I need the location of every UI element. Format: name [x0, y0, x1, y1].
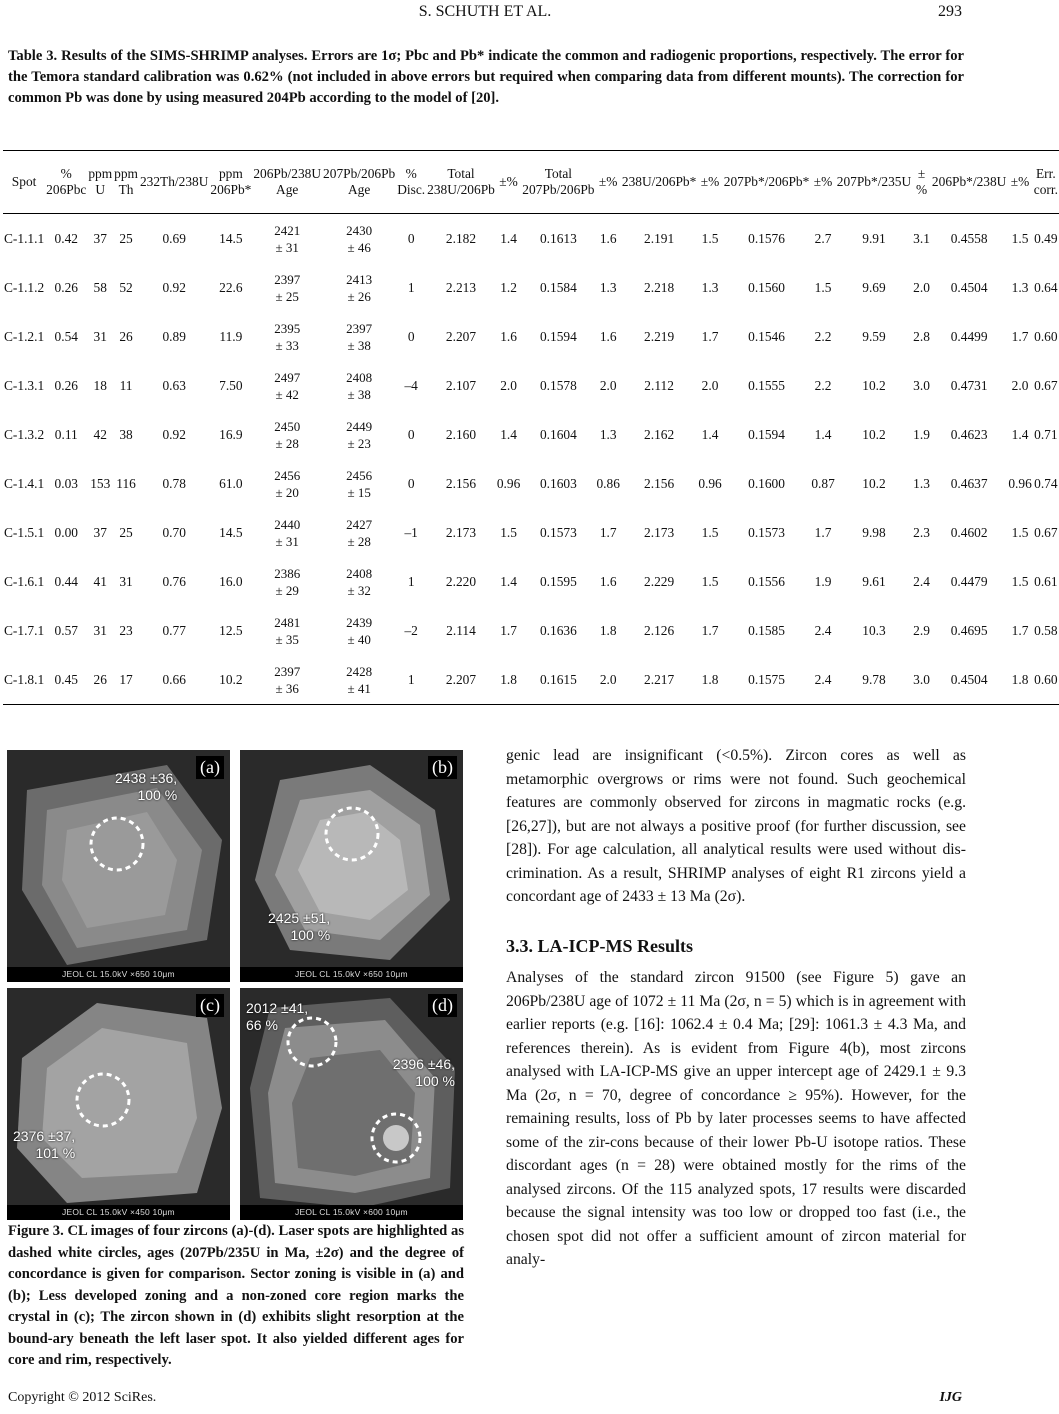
table-cell: 0.4504 [950, 279, 988, 295]
table-cell: 2421 ± 31 [274, 222, 301, 255]
col-header: 206Pb/238U Age [252, 151, 322, 214]
table-cell: 1.6 [599, 328, 617, 344]
table-cell: 0.1636 [539, 622, 577, 638]
table-cell: 61.0 [219, 475, 243, 491]
table-cell: 58 [93, 279, 107, 295]
panel-label: (d) [428, 994, 457, 1017]
table-cell: C-1.7.1 [4, 622, 45, 638]
col-header: Total 238U/206Pb [426, 151, 496, 214]
table-cell: 2.0 [595, 655, 620, 705]
table-cell: 0.69 [162, 230, 186, 246]
table-cell: –2 [404, 622, 418, 638]
table-cell: 10.2 [209, 655, 252, 705]
table-cell: 0.1556 [748, 573, 785, 589]
zircon-c-drawing [7, 988, 230, 1220]
table-cell: 9.91 [862, 230, 886, 246]
scale-bar: JEOL CL 15.0kV ×650 10μm [7, 967, 230, 982]
cl-image-c [7, 988, 230, 1220]
table-cell: 41 [93, 573, 107, 589]
journal-abbrev: IJG [939, 1390, 962, 1405]
table-cell: 23 [119, 622, 133, 638]
table-cell: C-1.4.1 [4, 475, 45, 491]
table-cell: 2413 ± 26 [346, 271, 373, 304]
age-annotation-core: 2396 ±46, 100 % [392, 1056, 455, 1089]
table-cell: 0.1595 [539, 573, 577, 589]
table-cell: 26 [119, 328, 133, 344]
table-cell: 1.2 [500, 279, 517, 295]
col-header: ±% [1007, 151, 1032, 214]
table-cell: 1.6 [599, 573, 617, 589]
table-cell: 1.9 [814, 573, 832, 589]
col-header: % Disc. [396, 151, 426, 214]
table-cell: 3.0 [913, 377, 930, 393]
col-header: ppm Th [113, 151, 139, 214]
col-header: % 206Pbc [45, 151, 87, 214]
table-cell: –1 [404, 524, 418, 540]
table-cell: 1.4 [701, 426, 719, 442]
scale-bar: JEOL CL 15.0kV ×450 10μm [7, 1205, 230, 1220]
table-row [3, 263, 1059, 312]
table-cell: 25 [119, 524, 133, 540]
results-table [3, 150, 1059, 705]
col-header: Total 207Pb/206Pb [521, 151, 595, 214]
table-cell: 0.60 [1033, 655, 1059, 705]
table-cell: C-1.5.1 [4, 524, 45, 540]
table-cell: 25 [119, 230, 133, 246]
table-cell: 0.1604 [539, 426, 577, 442]
table-cell: 2.112 [644, 377, 674, 393]
table-cell: 0.92 [162, 426, 186, 442]
section-heading: 3.3. LA-ICP-MS Results [506, 935, 693, 956]
table-cell: 2427 ± 28 [346, 516, 373, 549]
scale-bar: JEOL CL 15.0kV ×600 10μm [240, 1205, 463, 1220]
table-cell: 2.107 [445, 377, 477, 393]
table-cell: 37 [93, 524, 107, 540]
table-cell: 9.98 [862, 524, 886, 540]
table-cell: 2397 ± 25 [274, 271, 301, 304]
scale-bar: JEOL CL 15.0kV ×650 10μm [240, 967, 463, 982]
col-header: ppm 206Pb* [209, 151, 252, 214]
table-cell: 2.218 [644, 279, 675, 295]
table-cell: 10.2 [862, 475, 886, 491]
running-head: S. SCHUTH ET AL. [418, 3, 552, 20]
table-cell: 2.220 [445, 573, 477, 589]
table-cell: 2.8 [913, 328, 930, 344]
table-cell: 0.4479 [950, 573, 988, 589]
table-cell: 1 [407, 573, 415, 589]
table-cell: 52 [119, 279, 133, 295]
table-cell: 2.191 [644, 230, 675, 246]
cl-image-d [240, 988, 463, 1220]
table-cell: 2.217 [621, 655, 697, 705]
table-cell: 2.229 [644, 573, 675, 589]
table-cell: 1.7 [701, 328, 719, 344]
table-cell: 0.67 [1034, 377, 1058, 393]
table-cell: 0.4695 [950, 622, 988, 638]
table-cell: 0 [407, 230, 415, 246]
table-cell: 2.0 [913, 279, 930, 295]
table-cell: 0.96 [496, 475, 521, 491]
table-cell: 2439 ± 40 [346, 614, 373, 647]
table-cell: 2450 ± 28 [274, 418, 301, 451]
table-cell: 2.0 [500, 377, 517, 393]
table-cell: 2.207 [426, 655, 496, 705]
table-cell: 9.69 [862, 279, 886, 295]
table-cell: 9.61 [862, 573, 886, 589]
table-cell: 1.3 [913, 475, 930, 491]
col-header: Spot [3, 151, 45, 214]
table-cell: 16.0 [219, 573, 243, 589]
table-cell: 2.114 [446, 622, 476, 638]
table-cell: C-1.3.2 [4, 426, 45, 442]
col-header: ±% [912, 151, 931, 214]
table-cell: 0.87 [811, 475, 835, 491]
table-row [3, 214, 1059, 264]
table-cell: 17 [113, 655, 139, 705]
table-cell: 153 [90, 475, 111, 491]
table-cell: 11.9 [219, 328, 243, 344]
table-cell: 11 [119, 377, 133, 393]
table-cell: 2.2 [814, 377, 832, 393]
table-cell: 0.96 [698, 475, 722, 491]
col-header: 232Th/238U [139, 151, 209, 214]
table-cell: 0.1600 [748, 475, 785, 491]
table-cell: 2408 ± 32 [346, 565, 373, 598]
table-cell: 2395 ± 33 [274, 320, 301, 353]
table-cell: 1.4 [814, 426, 832, 442]
table-cell: 1.7 [1011, 622, 1029, 638]
table-cell: C-1.6.1 [4, 573, 45, 589]
table-cell: 2.126 [644, 622, 675, 638]
table-cell: 2.9 [913, 622, 930, 638]
table-cell: 2397 ± 36 [252, 655, 322, 705]
table-cell: 1.4 [500, 230, 517, 246]
table-cell: 1.7 [1011, 328, 1029, 344]
table-cell: 0.49 [1034, 230, 1058, 246]
age-annotation: 2438 ±36, 100 % [115, 770, 178, 803]
table-cell: 2.4 [814, 622, 832, 638]
age-annotation-rim: 2012 ±41, 66 % [246, 1000, 309, 1033]
table-cell: 0.89 [162, 328, 186, 344]
table-cell: 0.26 [54, 279, 78, 295]
table-cell: 2.182 [445, 230, 477, 246]
table-cell: 2.4 [810, 655, 835, 705]
table-cell: 1.8 [496, 655, 521, 705]
paragraph: Analyses of the standard zircon 91500 (see Figure 5) gave an 206Pb/238U age of 1072 ± 11 Ma (2σ, n = 5) which is in agreement with earlier reports (e.g. [16]: 1062.4 ± 0.4 Ma; [29]: 1061.3 ± 4.3 Ma, and references therein). As is evident from Figure 4(b), most zircons analysed with LA-ICP-MS give an upper intercept age of 2429.1 ± 9.3 Ma (2σ, n = 70, degree of concordance ≥ 95%). However, for the remaining results, loss of Pb by later processes seems to have affected some of the zir-cons because of their lower Pb-U isotope ratios. These discordant ages (n = 28) were obtained mostly for the rims of the analysed zircons. Of the 115 analyzed spots, 17 results were discarded because the signal intensity was too low or dropped too fast (i.e., the chosen spot did not offer a sufficient amount of zircon material for analy- [506, 969, 966, 1268]
table-cell: 0.1575 [723, 655, 811, 705]
col-header: Err. corr. [1033, 151, 1059, 214]
table-cell: 1.4 [1011, 426, 1029, 442]
table-cell: 0.4623 [950, 426, 988, 442]
table-row [3, 361, 1059, 410]
table-cell: 2456 ± 15 [346, 467, 373, 500]
table-cell: 1.7 [599, 524, 617, 540]
table-cell: 1.5 [814, 279, 832, 295]
table-row [3, 655, 1059, 705]
table-cell: C-1.8.1 [3, 655, 45, 705]
table-cell: 42 [93, 426, 107, 442]
page-number: 293 [938, 3, 962, 20]
table-cell: 0.11 [54, 426, 78, 442]
table-cell: 2428 ± 41 [322, 655, 396, 705]
table-cell: 3.1 [913, 230, 930, 246]
table-row [3, 410, 1059, 459]
table-cell: 0.58 [1034, 622, 1058, 638]
table-cell: 0.4558 [950, 230, 988, 246]
col-header: 207Pb/206Pb Age [322, 151, 396, 214]
table-cell: 0.78 [162, 475, 186, 491]
cl-image-b [240, 750, 463, 982]
table-cell: 31 [93, 622, 107, 638]
table-cell: C-1.3.1 [4, 377, 45, 393]
table-cell: 2.3 [913, 524, 930, 540]
table-cell: 3.0 [912, 655, 931, 705]
table-cell: 31 [119, 573, 133, 589]
table-cell: 1.5 [500, 524, 517, 540]
table-cell: 14.5 [219, 524, 243, 540]
figure-3 [7, 750, 457, 1220]
figure-caption: Figure 3. CL images of four zircons (a)-(d). Laser spots are highlighted as dashed white circles, ages (207Pb/235U in Ma, ±2σ) and the degree of concordance is given for comparison. Sector zoning is visible in (a) and (b); Less developed zoning and a non-zoned core region marks the crystal in (c); The zircon shown in (d) exhibits slight resorption at the bound-ary beneath the left laser spot. It also yielded different ages for core and rim, respectively. [8, 1223, 464, 1368]
table-cell: 0.26 [54, 377, 78, 393]
table-cell: 1.5 [1011, 230, 1029, 246]
table-row [3, 606, 1059, 655]
table-cell: 9.78 [836, 655, 912, 705]
col-header: ±% [697, 151, 722, 214]
table-cell: 2.173 [644, 524, 675, 540]
table-cell: 38 [119, 426, 133, 442]
col-header: ppm U [87, 151, 113, 214]
page-header [0, 0, 970, 24]
table-cell: 1.4 [500, 573, 517, 589]
table-cell: 1.3 [599, 279, 617, 295]
table-cell: 10.2 [862, 377, 886, 393]
table-cell: 0.86 [596, 475, 620, 491]
table-cell: 0.70 [162, 524, 186, 540]
table-cell: 37 [93, 230, 107, 246]
table-cell: 10.2 [862, 426, 886, 442]
table-cell: 0.57 [54, 622, 78, 638]
table-cell: 2.207 [445, 328, 477, 344]
panel-label: (a) [196, 756, 224, 779]
age-annotation: 2376 ±37, 101 % [13, 1128, 76, 1161]
table-cell: 0.1546 [748, 328, 785, 344]
table-cell: 1.9 [913, 426, 930, 442]
table-cell: 0.77 [162, 622, 186, 638]
table-cell: 2430 ± 46 [346, 222, 373, 255]
table-cell: 2481 ± 35 [274, 614, 301, 647]
table-cell: 0.1594 [748, 426, 785, 442]
table-cell: 12.5 [219, 622, 243, 638]
table-cell: 0.00 [54, 524, 78, 540]
table-cell: 0.74 [1034, 475, 1058, 491]
table-cell: 1 [396, 655, 426, 705]
table-cell: 0.63 [162, 377, 186, 393]
table-cell: 0.67 [1034, 524, 1058, 540]
table-cell: 1.8 [1007, 655, 1032, 705]
table-cell: 0.03 [54, 475, 78, 491]
table-cell: 2.173 [445, 524, 477, 540]
table-body [3, 214, 1059, 705]
table-cell: 1.3 [701, 279, 719, 295]
paragraph: genic lead are insignificant (<0.5%). Zircon cores as well as metamorphic overgrows or rims were not found. Such geochemical features are commonly observed for zircons in magmatic rocks (e.g. [26,27]), but are not always a positive proof (for further discussion, see [28]). For age calculation, all analytical results were used without dis-crimination. As a result, SHRIMP analyses of eight R1 zircons yield a concordant age of 2433 ± 13 Ma (2σ). [506, 747, 966, 905]
table-cell: 0.4602 [950, 524, 988, 540]
table-cell: 2.0 [599, 377, 617, 393]
table-cell: 0.42 [54, 230, 78, 246]
table-cell: 0.76 [162, 573, 186, 589]
table-cell: 2.219 [644, 328, 675, 344]
table-cell: 0.96 [1008, 475, 1032, 491]
right-column [506, 744, 966, 1272]
table-cell: 0.1576 [748, 230, 785, 246]
table-cell: 1.3 [1011, 279, 1029, 295]
table-cell: 0.4731 [950, 377, 988, 393]
table-cell: 0.71 [1034, 426, 1058, 442]
table-cell: 0.1594 [539, 328, 577, 344]
table-cell: 0.4499 [950, 328, 988, 344]
panel-label: (b) [428, 756, 457, 779]
table-cell: 0.1585 [748, 622, 785, 638]
table-cell: 2.4 [913, 573, 930, 589]
table-row [3, 459, 1059, 508]
table-cell: 18 [93, 377, 107, 393]
table-cell: 0.1560 [748, 279, 785, 295]
col-header: 207Pb*/235U [836, 151, 912, 214]
table-row [3, 508, 1059, 557]
table-cell: 2497 ± 42 [274, 369, 301, 402]
age-annotation: 2425 ±51, 100 % [268, 910, 331, 943]
table-row [3, 312, 1059, 361]
table-cell: 0.54 [54, 328, 78, 344]
table-cell: 2.213 [445, 279, 477, 295]
table-cell: C-1.1.2 [4, 279, 45, 295]
table-cell: 0.92 [162, 279, 186, 295]
table-cell: 1.6 [599, 230, 617, 246]
table-cell: 7.50 [219, 377, 243, 393]
cl-image-a [7, 750, 230, 982]
table-cell: 2.156 [644, 475, 675, 491]
table-cell: 2.0 [701, 377, 719, 393]
table-cell: 1.5 [701, 230, 719, 246]
table-cell: 1.7 [814, 524, 832, 540]
table-cell: 1.5 [701, 524, 719, 540]
table-cell: 0.1555 [748, 377, 785, 393]
table-cell: 0.1573 [748, 524, 785, 540]
table-cell: 0.66 [139, 655, 209, 705]
table-cell: 26 [87, 655, 113, 705]
table-cell: 2449 ± 23 [346, 418, 373, 451]
table-header-row [3, 151, 1059, 214]
table-cell: 0.1613 [539, 230, 577, 246]
table-cell: 0.45 [45, 655, 87, 705]
copyright: Copyright © 2012 SciRes. [8, 1390, 157, 1405]
table-cell: 1.8 [599, 622, 617, 638]
table-row [3, 557, 1059, 606]
table-cell: 2456 ± 20 [274, 467, 301, 500]
table-cell: 0.1584 [539, 279, 577, 295]
col-header: 238U/206Pb* [621, 151, 697, 214]
table-cell: 22.6 [219, 279, 243, 295]
table-cell: 1.8 [697, 655, 722, 705]
table-cell: 0.44 [54, 573, 78, 589]
table-cell: 2.0 [1011, 377, 1029, 393]
table-cell: 2.162 [644, 426, 675, 442]
col-header: 207Pb*/206Pb* [723, 151, 811, 214]
table-cell: 0.4504 [931, 655, 1007, 705]
col-header: ±% [810, 151, 835, 214]
table-cell: 0.1615 [521, 655, 595, 705]
table-cell: 10.3 [862, 622, 886, 638]
col-header: 206Pb*/238U [931, 151, 1007, 214]
col-header: ±% [496, 151, 521, 214]
table-cell: –4 [404, 377, 418, 393]
table-cell: 0 [407, 328, 415, 344]
table-cell: 2.7 [814, 230, 832, 246]
table-cell: 9.59 [862, 328, 886, 344]
table-cell: 2.156 [445, 475, 477, 491]
table-cell: 0.1573 [539, 524, 577, 540]
table-cell: 0.64 [1034, 279, 1058, 295]
table-cell: 1.5 [1011, 573, 1029, 589]
table-cell: 2408 ± 38 [346, 369, 373, 402]
table-cell: 2440 ± 31 [274, 516, 301, 549]
table-cell: 2397 ± 38 [346, 320, 373, 353]
table-cell: 1.7 [701, 622, 719, 638]
table-cell: 0.1578 [539, 377, 577, 393]
table-cell: 31 [93, 328, 107, 344]
table-cell: 1.3 [599, 426, 617, 442]
table-cell: 0 [407, 426, 415, 442]
table-cell: 16.9 [219, 426, 243, 442]
table-cell: 0 [407, 475, 415, 491]
table-cell: C-1.1.1 [4, 230, 45, 246]
table-cell: 2386 ± 29 [274, 565, 301, 598]
table-cell: C-1.2.1 [4, 328, 45, 344]
table-cell: 0.60 [1034, 328, 1058, 344]
table-cell: 2.2 [814, 328, 832, 344]
table-cell: 1.6 [500, 328, 517, 344]
table-cell: 1.7 [500, 622, 517, 638]
panel-label: (c) [196, 994, 224, 1017]
table-cell: 116 [116, 475, 136, 491]
table-cell: 1 [407, 279, 415, 295]
table-caption: Table 3. Results of the SIMS-SHRIMP analyses. Errors are 1σ; Pbc and Pb* indicate the common and radiogenic proportions, respectively. The error for the Temora standard calibration was 0.62% (not included in above errors but required when comparing data from different mounts). The correction for common Pb was done by using measured 204Pb according to the model of [20]. [8, 48, 964, 106]
table-cell: 1.5 [701, 573, 719, 589]
col-header: ±% [595, 151, 620, 214]
table-cell: 0.61 [1034, 573, 1058, 589]
table-cell: 14.5 [219, 230, 243, 246]
zircon-b-drawing [240, 750, 463, 982]
table-cell: 0.1603 [539, 475, 577, 491]
table-cell: 1.5 [1011, 524, 1029, 540]
table-cell: 2.160 [445, 426, 477, 442]
table-cell: 0.4637 [950, 475, 988, 491]
table-cell: 1.4 [500, 426, 517, 442]
